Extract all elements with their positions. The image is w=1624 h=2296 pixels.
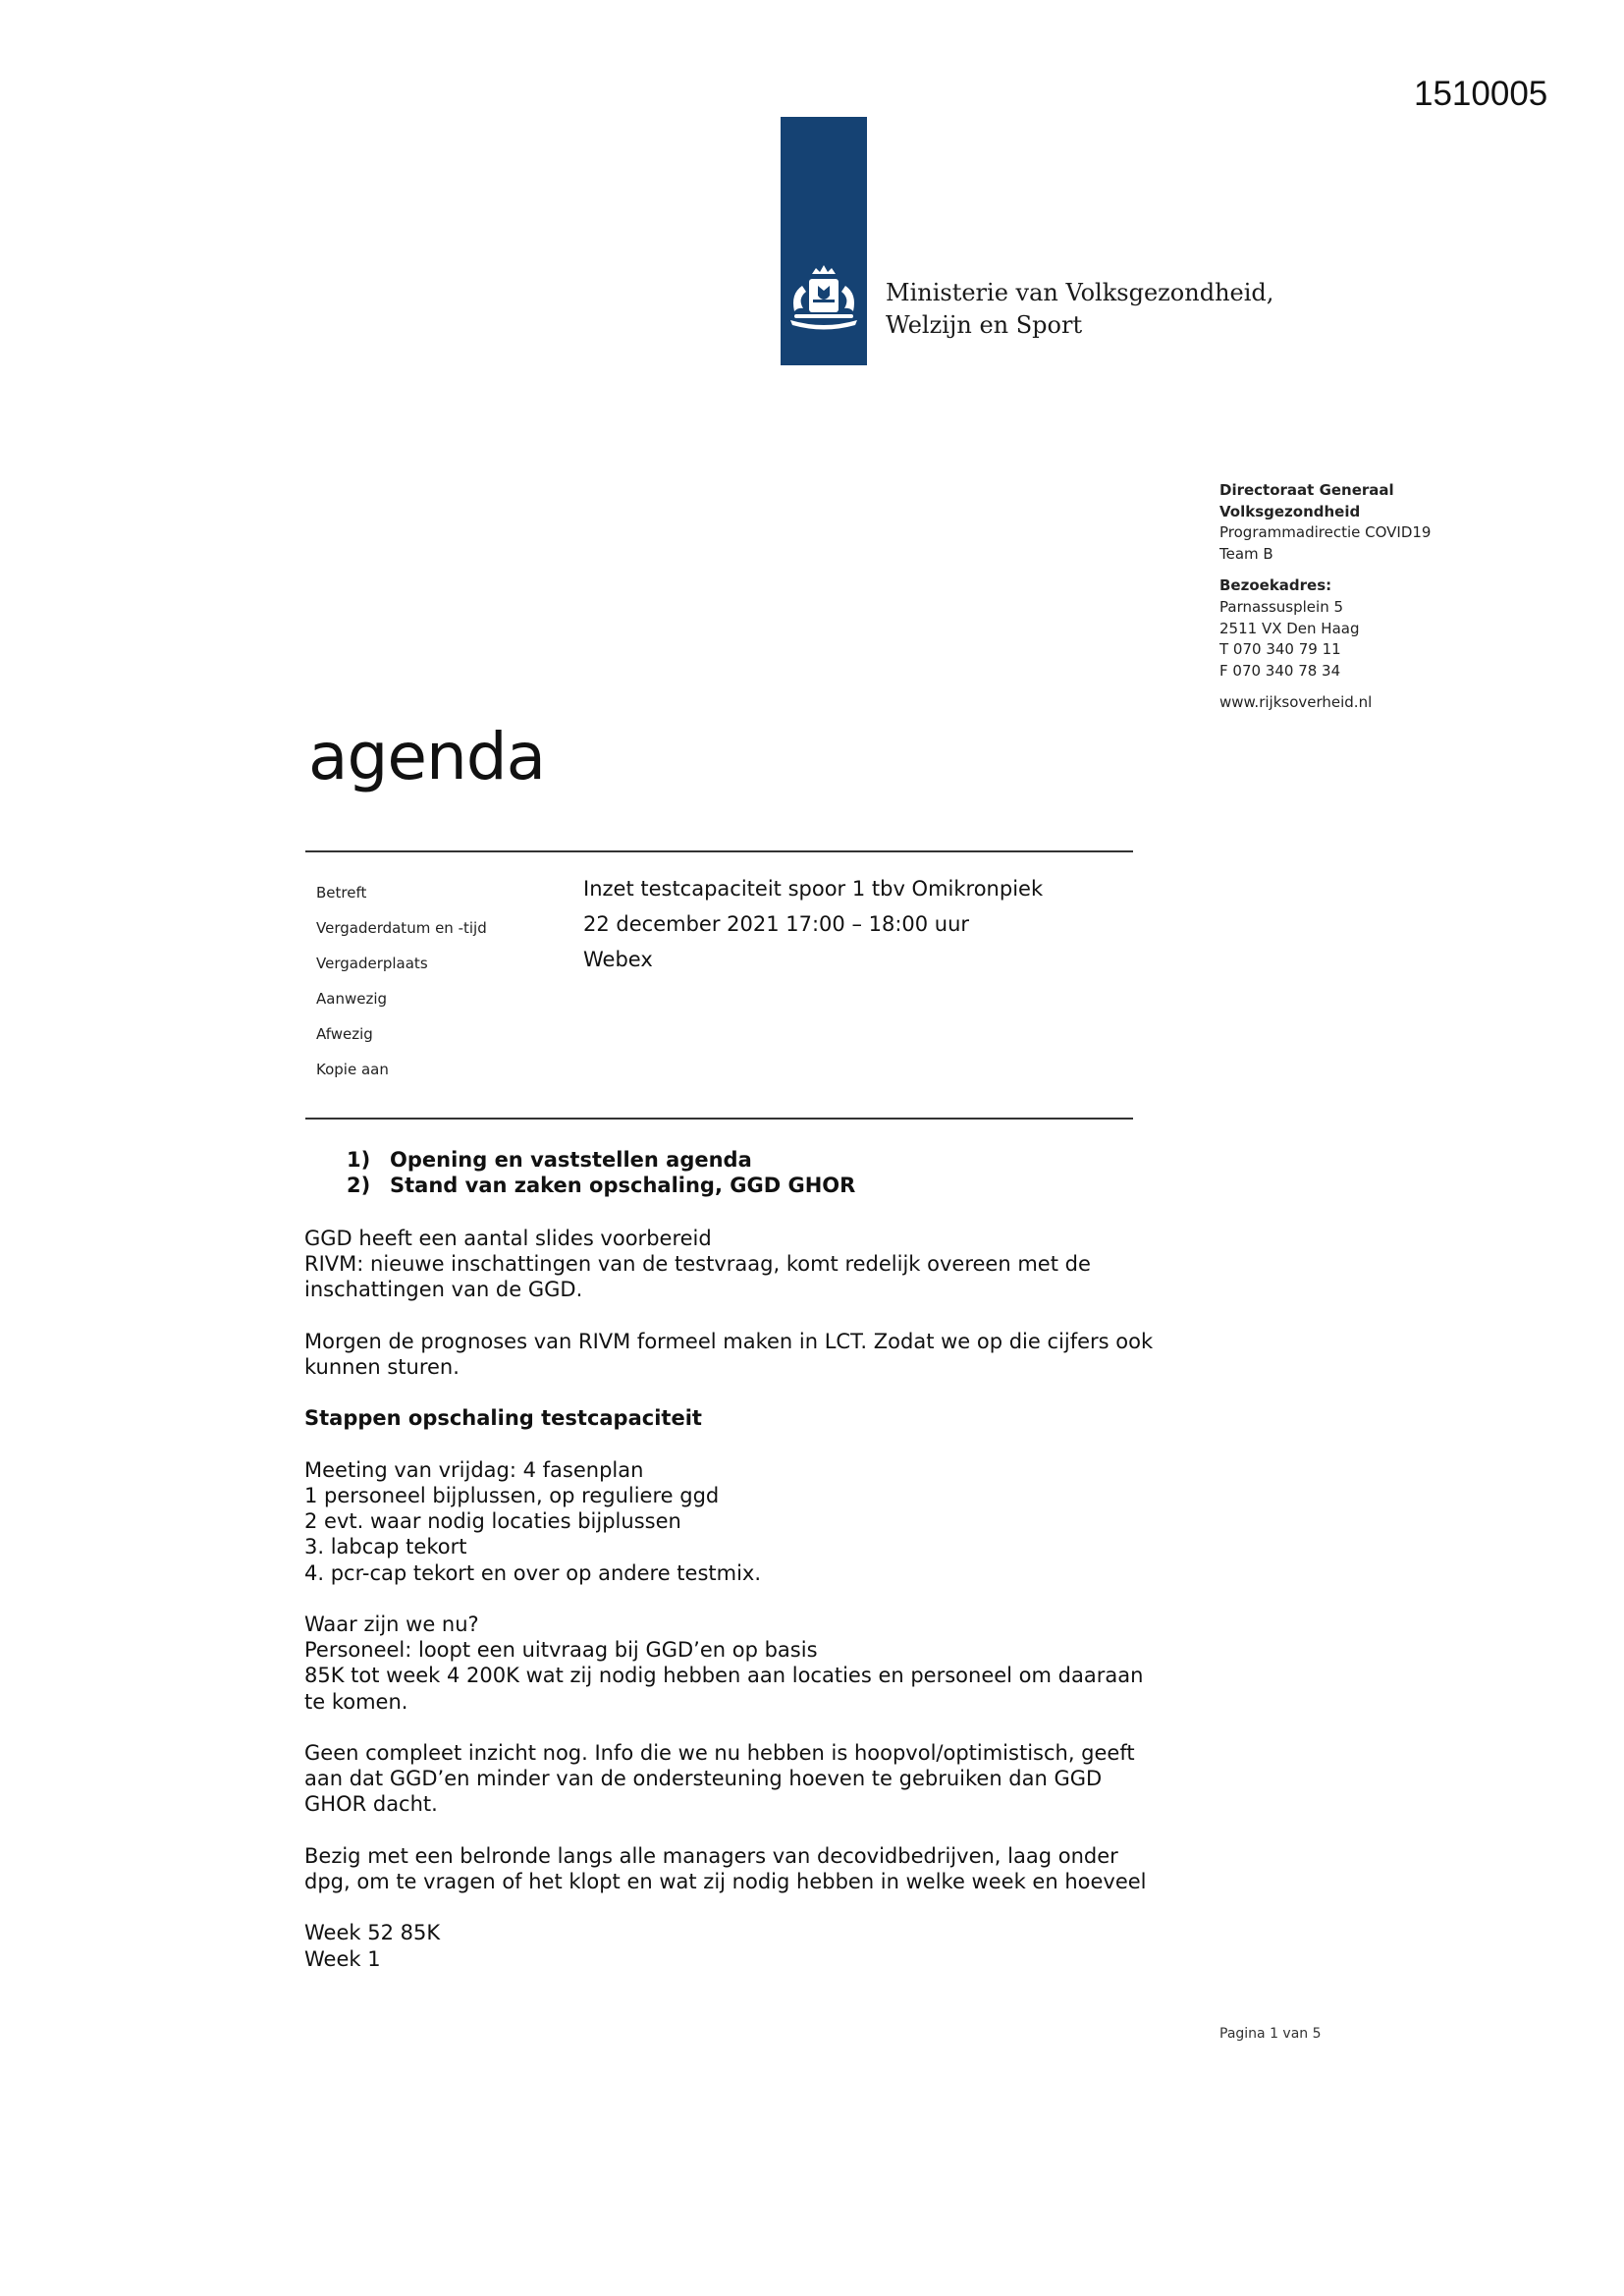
text-line: dpg, om te vragen of het klopt en wat zij nodig hebben in welke week en hoeveel	[304, 1869, 1147, 1893]
ministry-name-line1: Ministerie van Volksgezondheid,	[886, 279, 1274, 306]
agenda-item	[347, 1173, 855, 1198]
paragraph	[304, 1843, 1247, 1894]
paragraph	[304, 1612, 1247, 1715]
meta-label: Aanwezig	[316, 990, 388, 1008]
page-number: Pagina 1 van 5	[1219, 2026, 1322, 2042]
meta-label: Vergaderplaats	[316, 955, 428, 972]
text-line: Geen compleet inzicht nog. Info die we nu hebben is hoopvol/optimistisch, geeft	[304, 1740, 1135, 1765]
text-line: inschattingen van de GGD.	[304, 1278, 583, 1302]
text-line: Meeting van vrijdag: 4 fasenplan	[304, 1457, 644, 1482]
text-line: Bezig met een belronde langs alle managers van decovidbedrijven, laag onder	[304, 1843, 1118, 1868]
text-line: 2 evt. waar nodig locaties bijplussen	[304, 1509, 681, 1534]
text-line: Waar zijn we nu?	[304, 1612, 479, 1636]
address-line1: Parnassusplein 5	[1219, 597, 1344, 616]
meta-label: Betreft	[316, 884, 367, 902]
minutes-body	[304, 1226, 1247, 1997]
meta-label: Vergaderdatum en -tijd	[316, 919, 487, 937]
org-line3: Programmadirectie COVID19	[1219, 523, 1432, 542]
agenda-items	[347, 1147, 855, 1198]
meta-value: Webex	[583, 948, 653, 971]
meta-label: Kopie aan	[316, 1061, 389, 1078]
agenda-item	[347, 1147, 855, 1173]
text-line: 85K tot week 4 200K wat zij nodig hebben aan locaties en personeel om daaraan	[304, 1664, 1144, 1688]
visit-address-heading: Bezoekadres:	[1219, 576, 1332, 595]
meta-value: 22 december 2021 17:00 – 18:00 uur	[583, 912, 970, 936]
text-line: 1 personeel bijplussen, op reguliere ggd	[304, 1483, 720, 1507]
text-line: Week 1	[304, 1946, 381, 1971]
address-line2: 2511 VX Den Haag	[1219, 619, 1360, 637]
website-link: www.rijksoverheid.nl	[1219, 693, 1373, 712]
text-line: te komen.	[304, 1689, 408, 1714]
paragraph	[304, 1329, 1247, 1380]
paragraph	[304, 1457, 1247, 1586]
agenda-item-text: Opening en vaststellen agenda	[390, 1148, 752, 1172]
page-title: agenda	[308, 719, 546, 794]
coat-of-arms-icon	[781, 117, 867, 365]
section-heading: Stappen opschaling testcapaciteit	[304, 1406, 702, 1431]
text-line: Morgen de prognoses van RIVM formeel maken in LCT. Zodat we op die cijfers ook	[304, 1329, 1154, 1353]
text-line: RIVM: nieuwe inschattingen van de testvraag, komt redelijk overeen met de	[304, 1252, 1091, 1277]
sender-details	[1219, 480, 1431, 714]
meta-value: Inzet testcapaciteit spoor 1 tbv Omikronpiek	[583, 877, 1044, 901]
paragraph	[304, 1920, 1247, 1971]
divider-bottom	[305, 1118, 1133, 1120]
paragraph	[304, 1740, 1247, 1818]
paragraph	[304, 1226, 1247, 1303]
ministry-name	[886, 277, 1273, 342]
agenda-item-text: Stand van zaken opschaling, GGD GHOR	[390, 1174, 856, 1197]
org-line2: Volksgezondheid	[1219, 502, 1361, 520]
fax-number: F 070 340 78 34	[1219, 661, 1341, 680]
text-line: GHOR dacht.	[304, 1792, 438, 1817]
text-line: kunnen sturen.	[304, 1355, 460, 1379]
text-line: 4. pcr-cap tekort en over op andere testmix.	[304, 1560, 762, 1585]
org-line4: Team B	[1219, 544, 1273, 563]
text-line: 3. labcap tekort	[304, 1535, 467, 1559]
meta-label: Afwezig	[316, 1025, 373, 1043]
text-line: aan dat GGD’en minder van de ondersteuning hoeven te gebruiken dan GGD	[304, 1767, 1103, 1791]
org-line1: Directoraat Generaal	[1219, 481, 1394, 499]
text-line: Personeel: loopt een uitvraag bij GGD’en op basis	[304, 1638, 818, 1663]
text-line: GGD heeft een aantal slides voorbereid	[304, 1227, 712, 1250]
text-line: Week 52 85K	[304, 1921, 441, 1945]
divider-top	[305, 850, 1133, 852]
agenda-item-number: 2)	[347, 1174, 371, 1197]
phone-number: T 070 340 79 11	[1219, 640, 1341, 659]
rijksoverheid-logo	[781, 117, 867, 365]
document-number: 1510005	[1414, 75, 1548, 113]
ministry-name-line2: Welzijn en Sport	[886, 311, 1083, 339]
agenda-item-number: 1)	[347, 1148, 371, 1172]
